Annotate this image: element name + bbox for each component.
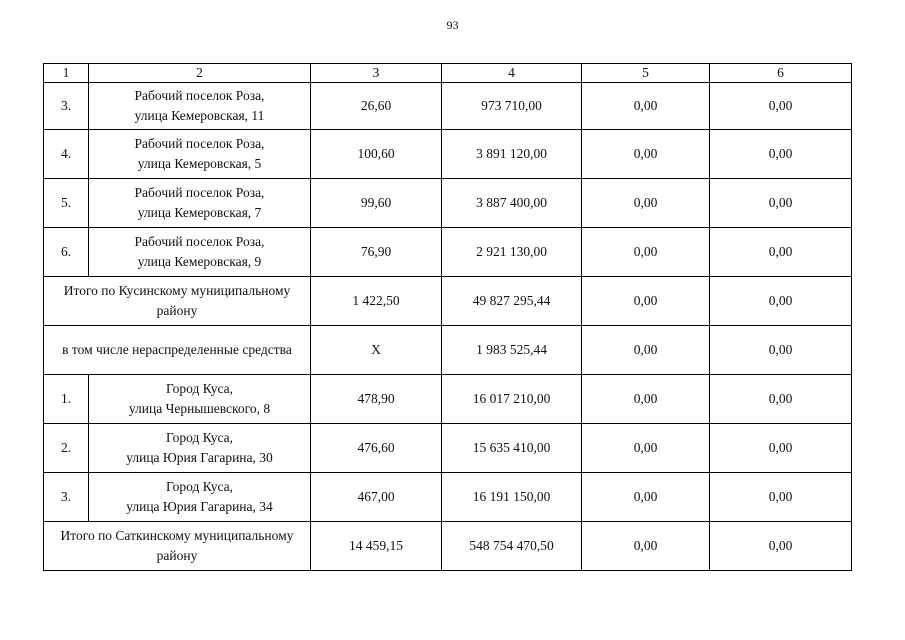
value-cell: 0,00: [710, 130, 852, 179]
value-cell: 0,00: [710, 277, 852, 326]
address-cell: Рабочий поселок Роза, улица Кемеровская, 11: [89, 83, 311, 130]
value-cell: 0,00: [710, 179, 852, 228]
value-cell: 0,00: [710, 424, 852, 473]
table-total-row: [44, 522, 852, 571]
row-number: 5.: [44, 179, 89, 228]
value-cell: 100,60: [311, 130, 442, 179]
value-cell: 0,00: [582, 228, 710, 277]
value-cell: 0,00: [582, 375, 710, 424]
total-label: Итого по Кусинскому муниципальному району: [44, 277, 311, 326]
value-cell: 0,00: [710, 522, 852, 571]
value-cell: 0,00: [582, 473, 710, 522]
page-number: 93: [446, 18, 459, 32]
table-row: [44, 179, 852, 228]
table-row: [44, 83, 852, 130]
table-row: [44, 473, 852, 522]
table-row: [44, 130, 852, 179]
value-cell: 15 635 410,00: [442, 424, 582, 473]
subtotal-label: в том числе нераспределенные средства: [44, 326, 311, 375]
column-header: 1: [44, 64, 89, 83]
value-cell: 467,00: [311, 473, 442, 522]
value-cell: 99,60: [311, 179, 442, 228]
row-number: 1.: [44, 375, 89, 424]
address-cell: Рабочий поселок Роза, улица Кемеровская, 7: [89, 179, 311, 228]
value-cell: 478,90: [311, 375, 442, 424]
data-table: [43, 63, 852, 571]
value-cell: 14 459,15: [311, 522, 442, 571]
column-header: 6: [710, 64, 852, 83]
table-header-row: [44, 64, 852, 83]
address-cell: Город Куса, улица Чернышевского, 8: [89, 375, 311, 424]
value-cell: 49 827 295,44: [442, 277, 582, 326]
value-cell: 0,00: [582, 522, 710, 571]
value-cell: 0,00: [710, 375, 852, 424]
value-cell: 3 891 120,00: [442, 130, 582, 179]
value-cell: 973 710,00: [442, 83, 582, 130]
value-cell: 476,60: [311, 424, 442, 473]
table-subtotal-row: [44, 326, 852, 375]
row-number: 3.: [44, 83, 89, 130]
value-cell: 0,00: [710, 83, 852, 130]
row-number: 3.: [44, 473, 89, 522]
value-cell: 0,00: [582, 179, 710, 228]
value-cell: 3 887 400,00: [442, 179, 582, 228]
table-row: [44, 424, 852, 473]
row-number: 2.: [44, 424, 89, 473]
value-cell: 0,00: [710, 473, 852, 522]
value-cell: 16 191 150,00: [442, 473, 582, 522]
value-cell: X: [311, 326, 442, 375]
value-cell: 0,00: [710, 228, 852, 277]
table-total-row: [44, 277, 852, 326]
column-header: 4: [442, 64, 582, 83]
address-cell: Город Куса, улица Юрия Гагарина, 30: [89, 424, 311, 473]
value-cell: 1 422,50: [311, 277, 442, 326]
address-cell: Рабочий поселок Роза, улица Кемеровская, 9: [89, 228, 311, 277]
column-header: 3: [311, 64, 442, 83]
value-cell: 0,00: [582, 424, 710, 473]
column-header: 5: [582, 64, 710, 83]
table-row: [44, 375, 852, 424]
value-cell: 76,90: [311, 228, 442, 277]
value-cell: 0,00: [710, 326, 852, 375]
column-header: 2: [89, 64, 311, 83]
value-cell: 0,00: [582, 83, 710, 130]
value-cell: 0,00: [582, 277, 710, 326]
total-label: Итого по Саткинскому муниципальному району: [44, 522, 311, 571]
value-cell: 548 754 470,50: [442, 522, 582, 571]
value-cell: 16 017 210,00: [442, 375, 582, 424]
table-row: [44, 228, 852, 277]
value-cell: 0,00: [582, 130, 710, 179]
address-cell: Рабочий поселок Роза, улица Кемеровская, 5: [89, 130, 311, 179]
address-cell: Город Куса, улица Юрия Гагарина, 34: [89, 473, 311, 522]
value-cell: 0,00: [582, 326, 710, 375]
value-cell: 2 921 130,00: [442, 228, 582, 277]
row-number: 4.: [44, 130, 89, 179]
value-cell: 26,60: [311, 83, 442, 130]
value-cell: 1 983 525,44: [442, 326, 582, 375]
row-number: 6.: [44, 228, 89, 277]
